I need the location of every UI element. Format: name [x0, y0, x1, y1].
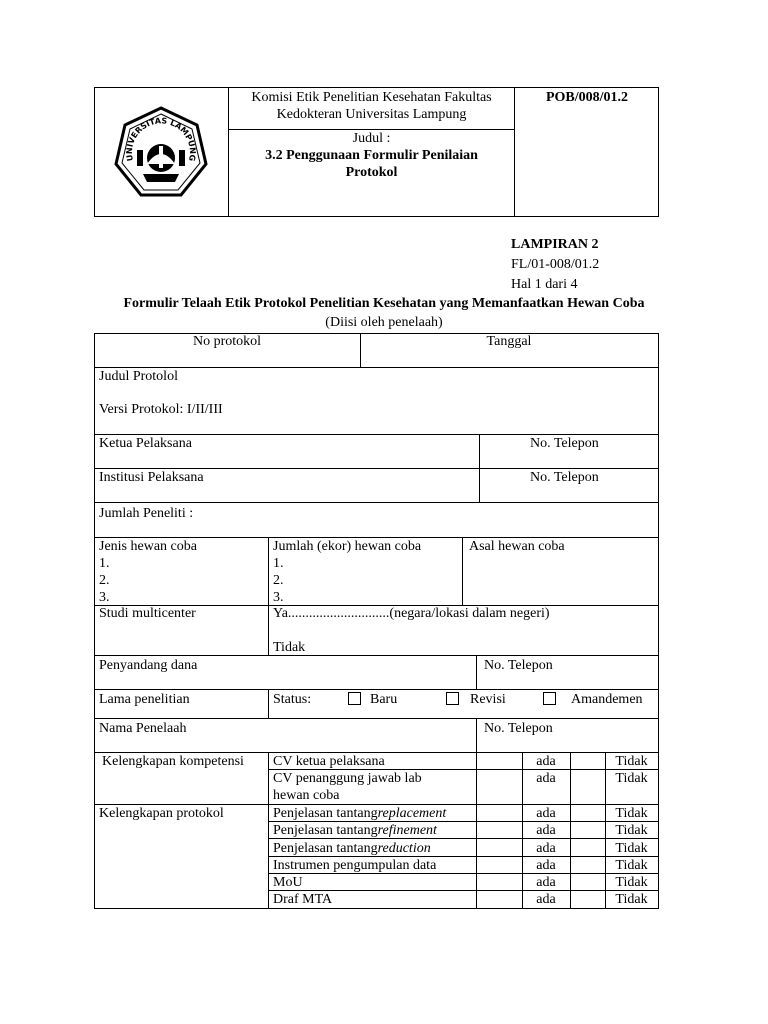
no-protokol-label: No protokol: [192, 334, 262, 349]
item-cv-pj-line2: hewan coba: [273, 788, 340, 803]
col-rule: [476, 718, 477, 752]
row-rule: [94, 689, 659, 690]
tidak-label: Tidak: [615, 841, 648, 856]
item-reduction: Penjelasan tantangreduction: [273, 841, 431, 856]
ada-label: ada: [536, 858, 556, 873]
col-rule: [268, 689, 269, 718]
document-code: POB/008/01.2: [545, 90, 629, 105]
status-revisi-label: Revisi: [470, 692, 506, 707]
ada-label: ada: [536, 841, 556, 856]
header-divider: [514, 87, 515, 217]
status-baru-label: Baru: [370, 692, 398, 707]
versi-protokol-label: Versi Protokol: I/II/III: [99, 402, 223, 417]
form-subtitle: (Diisi oleh penelaah): [325, 315, 443, 330]
nama-penelaah-label: Nama Penelaah: [99, 721, 187, 736]
dana-telepon-label: No. Telepon: [484, 658, 553, 673]
tidak-label: Tidak: [615, 875, 648, 890]
item-refinement: Penjelasan tantangrefinement: [273, 823, 437, 838]
tidak-label: Tidak: [615, 754, 648, 769]
ada-label: ada: [536, 806, 556, 821]
ada-label: ada: [536, 823, 556, 838]
judul-line1: 3.2 Penggunaan Formulir Penilaian: [265, 148, 478, 163]
ada-label: ada: [536, 771, 556, 786]
lampiran-label: LAMPIRAN 2: [511, 237, 599, 252]
lama-penelitian-label: Lama penelitian: [99, 692, 190, 707]
item-instrumen: Instrumen pengumpulan data: [273, 858, 437, 873]
multicenter-tidak-option: Tidak: [273, 640, 306, 655]
ketua-pelaksana-label: Ketua Pelaksana: [99, 436, 192, 451]
col-rule: [476, 655, 477, 689]
table-border: [94, 333, 95, 909]
ada-label: ada: [536, 754, 556, 769]
jenis-hewan-num1: 1.: [99, 556, 110, 571]
jumlah-peneliti-label: Jumlah Peneliti :: [99, 506, 194, 521]
row-rule: [94, 655, 659, 656]
status-revisi-checkbox[interactable]: [446, 692, 459, 705]
jumlah-hewan-num1: 1.: [273, 556, 284, 571]
university-logo: [113, 104, 209, 200]
multicenter-ya-option: Ya.............................(negara/lokasi dalam negeri): [273, 606, 550, 621]
judul-line2: Protokol: [345, 165, 398, 180]
institution-line2: Kedokteran Universitas Lampung: [276, 107, 467, 122]
status-amandemen-checkbox[interactable]: [543, 692, 556, 705]
jenis-hewan-num3: 3.: [99, 590, 110, 605]
jumlah-hewan-num2: 2.: [273, 573, 284, 588]
penelaah-telepon-label: No. Telepon: [484, 721, 553, 736]
page-number: Hal 1 dari 4: [511, 277, 578, 292]
ketua-telepon-label: No. Telepon: [530, 436, 599, 451]
logo-text: UNIVERSITAS LAMPUNG: [124, 116, 198, 162]
row-rule: [94, 502, 659, 503]
col-rule: [570, 752, 571, 908]
col-rule: [268, 752, 269, 908]
jumlah-hewan-num3: 3.: [273, 590, 284, 605]
kelengkapan-kompetensi-label: Kelengkapan kompetensi: [102, 754, 244, 769]
status-label: Status:: [273, 692, 312, 707]
status-baru-checkbox[interactable]: [348, 692, 361, 705]
item-draf-mta: Draf MTA: [273, 892, 333, 907]
jenis-hewan-label: Jenis hewan coba: [99, 539, 197, 554]
row-rule: [94, 718, 659, 719]
studi-multicenter-label: Studi multicenter: [99, 606, 196, 621]
col-rule: [476, 752, 477, 908]
row-rule: [94, 908, 659, 909]
col-rule: [479, 434, 480, 502]
kelengkapan-protokol-label: Kelengkapan protokol: [99, 806, 224, 821]
col-rule: [462, 537, 463, 605]
form-code: FL/01-008/01.2: [511, 257, 600, 272]
col-rule: [268, 537, 269, 605]
item-cv-ketua: CV ketua pelaksana: [273, 754, 385, 769]
institusi-telepon-label: No. Telepon: [530, 470, 599, 485]
item-mou: MoU: [273, 875, 303, 890]
item-cv-pj-line1: CV penanggung jawab lab: [273, 771, 422, 786]
institusi-pelaksana-label: Institusi Pelaksana: [99, 470, 204, 485]
ada-label: ada: [536, 875, 556, 890]
jenis-hewan-num2: 2.: [99, 573, 110, 588]
form-title: Formulir Telaah Etik Protokol Penelitian Kesehatan yang Memanfaatkan Hewan Coba: [123, 296, 645, 311]
jumlah-hewan-label: Jumlah (ekor) hewan coba: [273, 539, 422, 554]
tidak-label: Tidak: [615, 858, 648, 873]
item-replacement: Penjelasan tantangreplacement: [273, 806, 447, 821]
ada-label: ada: [536, 892, 556, 907]
tidak-label: Tidak: [615, 806, 648, 821]
tidak-label: Tidak: [615, 892, 648, 907]
tidak-label: Tidak: [615, 771, 648, 786]
tidak-label: Tidak: [615, 823, 648, 838]
judul-protokol-label: Judul Protolol: [99, 369, 178, 384]
asal-hewan-label: Asal hewan coba: [469, 539, 565, 554]
status-amandemen-label: Amandemen: [571, 692, 643, 707]
col-rule: [268, 605, 269, 655]
tanggal-label: Tanggal: [486, 334, 532, 349]
row-rule: [94, 367, 659, 368]
table-border: [658, 333, 659, 909]
judul-label: Judul :: [352, 131, 391, 146]
penyandang-dana-label: Penyandang dana: [99, 658, 198, 673]
institution-line1: Komisi Etik Penelitian Kesehatan Fakultas: [251, 90, 492, 105]
